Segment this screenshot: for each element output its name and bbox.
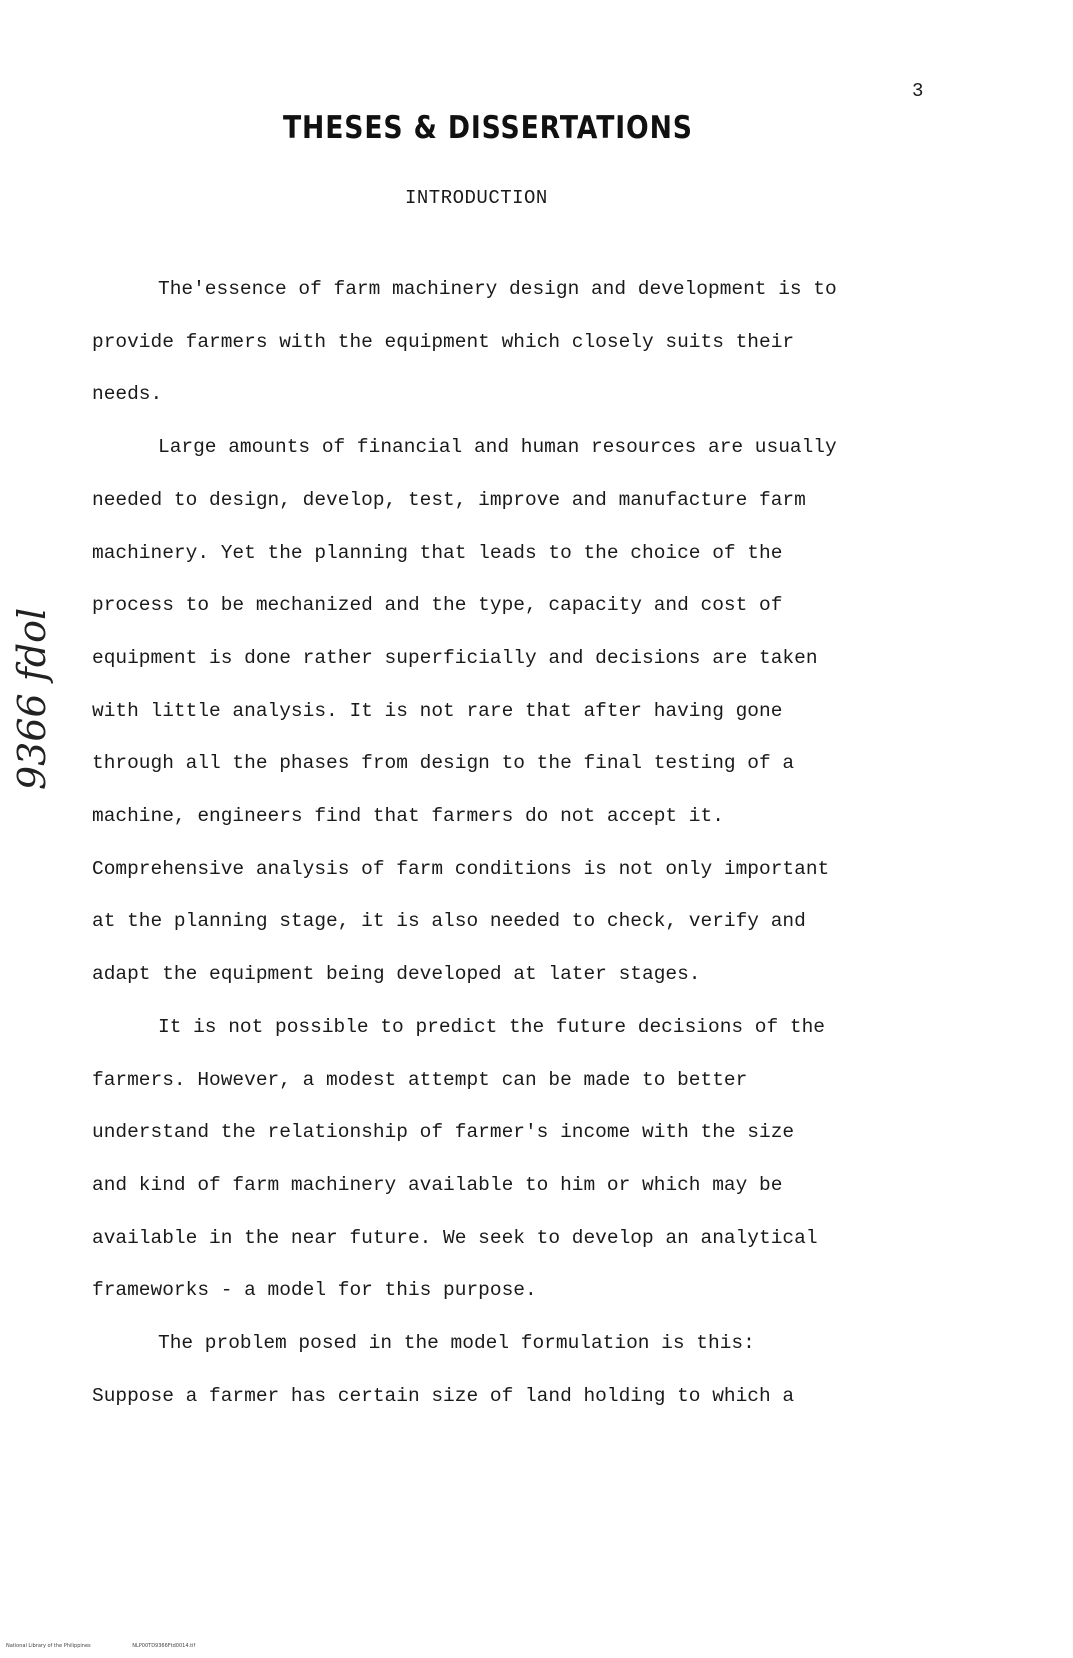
scan-footer — [6, 1643, 195, 1649]
footer-library: National Library of the Philippines — [6, 1643, 91, 1649]
paragraph-1: The'essence of farm machinery design and development is to provide farmers with the equipment which closely suits their needs. — [92, 278, 837, 406]
body-text — [92, 263, 922, 1422]
page-number: 3 — [912, 80, 924, 102]
paragraph-2: Large amounts of financial and human resources are usually needed to design, develop, test, improve and manufacture farm machinery. Yet the planning that leads to the choice of the process to be mechanized and the type, capacity and cost of equipment is done rather superficially and decisions are taken with little analysis. It is not rare that after having gone through all the phases from design to the final testing of a machine, engineers find that farmers do not accept it. Comprehensive analysis of farm conditions is not only important at the planning stage, it is also needed to check, verify and adapt the equipment being developed at later stages. — [92, 436, 837, 986]
theses-dissertations-stamp: THESES & DISSERTATIONS — [283, 110, 693, 146]
section-heading: INTRODUCTION — [405, 187, 548, 209]
footer-file: NLP00TD9366Ftd0014.tif — [132, 1643, 196, 1649]
handwritten-margin-note: 9366 fdol — [10, 607, 54, 790]
paragraph-3: It is not possible to predict the future decisions of the farmers. However, a modest attempt can be made to better understand the relationship of farmer's income with the size and kind of farm machinery available to him or which may be available in the near future. We seek to develop an analytical frameworks - a model for this purpose. — [92, 1015, 826, 1302]
paragraph-4: The problem posed in the model formulation is this: Suppose a farmer has certain size of land holding to which a — [92, 1332, 795, 1407]
